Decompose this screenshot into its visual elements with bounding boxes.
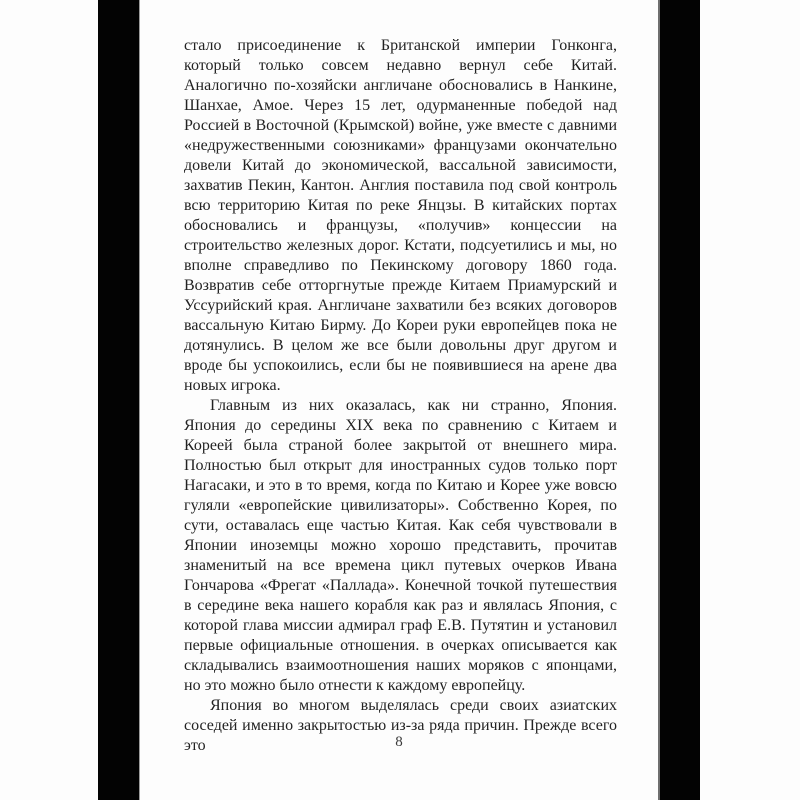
page-number: 8 [395, 734, 403, 750]
book-page [140, 0, 658, 800]
page-text [184, 36, 617, 756]
page-scan-edge-left [98, 0, 140, 800]
paragraph: Япония во многом выделялась среди своих азиатских соседей именно закрытостью из-за ряда причин. Прежде всего это [184, 697, 617, 754]
paragraph: Главным из них оказалась, как ни странно, Япония. Япония до середины XIX века по сравнению с Китаем и Кореей была страной более закрытой от внешнего мира. Полностью был открыт для иностранных судов только порт Нагасаки, и это в то время, когда по Китаю и Корее уже вовсю гуляли «европейские цивилизаторы». Собственно Корея, по сути, оставалась еще частью Китая. Как себя чувствовали в Японии иноземцы можно хорошо представить, прочитав знаменитый на все времена цикл путевых очерков Ивана Гончарова «Фрегат «Паллада». Конечной точкой путешествия в середине века нашего корабля как раз и являлась Япония, с которой глава миссии адмирал граф Е.В. Путятин и установил первые официальные отношения. в очерках описывается как складывались взаимоотношения наших моряков с японцами, но это можно было отнести к каждому европейцу. [184, 397, 617, 694]
page-scan-edge-right [658, 0, 700, 800]
paragraph-continued: стало присоединение к Британской империи Гонконга, который только совсем недавно вернул себе Китай. Аналогично по-хозяйски англичане обосновались в Нанкине, Шанхае, Амое. Через 15 лет, одурманенные победой над Россией в Восточной (Крымской) войне, уже вместе с давними «недружественными союзниками» французами окончательно довели Китай до экономической, вассальной зависимости, захватив Пекин, Кантон. Англия поставила под свой контроль всю территорию Китая по реке Янцзы. В китайских портах обосновались и французы, «получив» концессии на строительство железных дорог. Кстати, подсуетились и мы, но вполне справедливо по Пекинскому договору 1860 года. Возвратив себе отторгнутые прежде Китаем Приамурский и Уссурийский края. Англичане захватили без всяких договоров вассальную Китаю Бирму. До Кореи руки европейцев пока не дотянулись. В целом же все были довольны друг другом и вроде бы успокоились, если бы не появившиеся на арене два новых игрока. [184, 37, 617, 394]
